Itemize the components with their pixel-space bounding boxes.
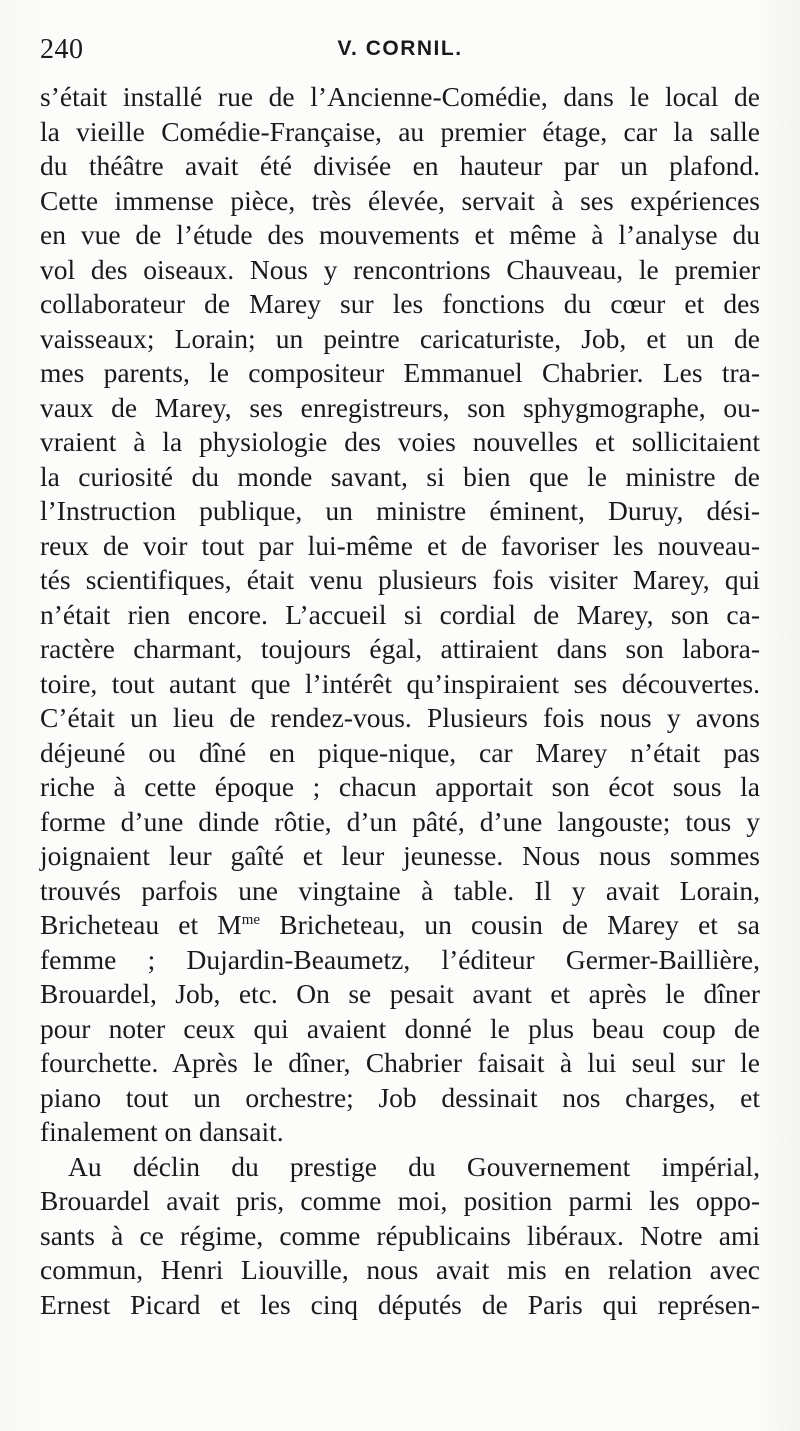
text-line: Ernest Picard et les cinq députés de Paris qui représen- <box>40 1288 760 1320</box>
paragraph-1 <box>40 80 760 1150</box>
text-line: pour noter ceux qui avaient donné le plus beau coup de <box>40 1012 760 1044</box>
text-line: du théâtre avait été divisée en hauteur par un plafond. <box>40 150 760 181</box>
text-line: Brouardel, Job, etc. On se pesait avant et après le dîner <box>40 978 760 1009</box>
text-line: joignaient leur gaîté et leur jeunesse. Nous nous sommes <box>40 840 760 871</box>
text-line: s’était installé rue de l’Ancienne-Comédie, dans le local de <box>40 81 760 112</box>
text-line: n’était rien encore. L’accueil si cordial de Marey, son ca- <box>40 598 760 630</box>
text-line: Brouardel avait pris, comme moi, position parmi les oppo- <box>40 1185 760 1216</box>
text-line: sants à ce régime, comme républicains libéraux. Notre ami <box>40 1219 760 1251</box>
text-line: vaisseaux; Lorain; un peintre caricaturiste, Job, et un de <box>40 322 760 354</box>
text-line: tés scientifiques, était venu plusieurs fois visiter Marey, qui <box>40 564 760 595</box>
text-line: en vue de l’étude des mouvements et même à l’analyse du <box>40 219 760 250</box>
text-line: déjeuné ou dîné en pique-nique, car Marey n’était pas <box>40 736 760 768</box>
text-line: l’Instruction publique, un ministre éminent, Duruy, dési- <box>40 495 760 526</box>
text-line-with-superscript: Bricheteau et $M^{me}$ Bricheteau, un cousin de Marey et sa <box>40 909 761 940</box>
text-line: commun, Henri Liouville, nous avait mis en relation avec <box>40 1254 760 1285</box>
text-line: Cette immense pièce, très élevée, servait à ses expériences <box>40 184 760 216</box>
text-line: collaborateur de Marey sur les fonctions du cœur et des <box>40 288 760 319</box>
text-line: vol des oiseaux. Nous y rencontrions Chauveau, le premier <box>40 253 760 285</box>
text-line: fourchette. Après le dîner, Chabrier faisait à lui seul sur le <box>40 1047 760 1078</box>
text-line: C’était un lieu de rendez-vous. Plusieurs fois nous y avons <box>40 702 760 733</box>
text-line: mes parents, le compositeur Emmanuel Chabrier. Les tra- <box>40 357 760 388</box>
text-line: femme ; Dujardin-Beaumetz, l’éditeur Germer-Baillière, <box>40 943 760 975</box>
text-line: finalement on dansait. <box>40 1116 284 1147</box>
text-line: forme d’une dinde rôtie, d’un pâté, d’une langouste; tous y <box>40 805 760 837</box>
page-number: 240 <box>40 34 84 65</box>
text-line: trouvés parfois une vingtaine à table. Il y avait Lorain, <box>40 874 760 906</box>
text-line: ractère charmant, toujours égal, attiraient dans son labora- <box>40 633 760 664</box>
running-head: V. CORNIL. <box>337 37 463 60</box>
text-line: reux de voir tout par lui-même et de favoriser les nouveau- <box>40 529 760 561</box>
text-line: Au déclin du prestige du Gouvernement impérial, <box>68 1150 760 1182</box>
page-header <box>40 34 760 74</box>
text-line: la curiosité du monde savant, si bien que le ministre de <box>40 460 760 492</box>
text-line: piano tout un orchestre; Job dessinait nos charges, et <box>40 1081 760 1113</box>
text-line: vraient à la physiologie des voies nouvelles et sollicitaient <box>40 426 760 457</box>
text-line: riche à cette époque ; chacun apportait son écot sous la <box>40 771 760 802</box>
text-line: la vieille Comédie-Française, au premier étage, car la salle <box>40 115 760 147</box>
text-line: toire, tout autant que l’intérêt qu’inspiraient ses découvertes. <box>40 667 760 699</box>
paragraph-2 <box>40 1150 760 1323</box>
text-line: vaux de Marey, ses enregistreurs, son sphygmographe, ou- <box>40 391 760 423</box>
body-text <box>40 80 760 1322</box>
